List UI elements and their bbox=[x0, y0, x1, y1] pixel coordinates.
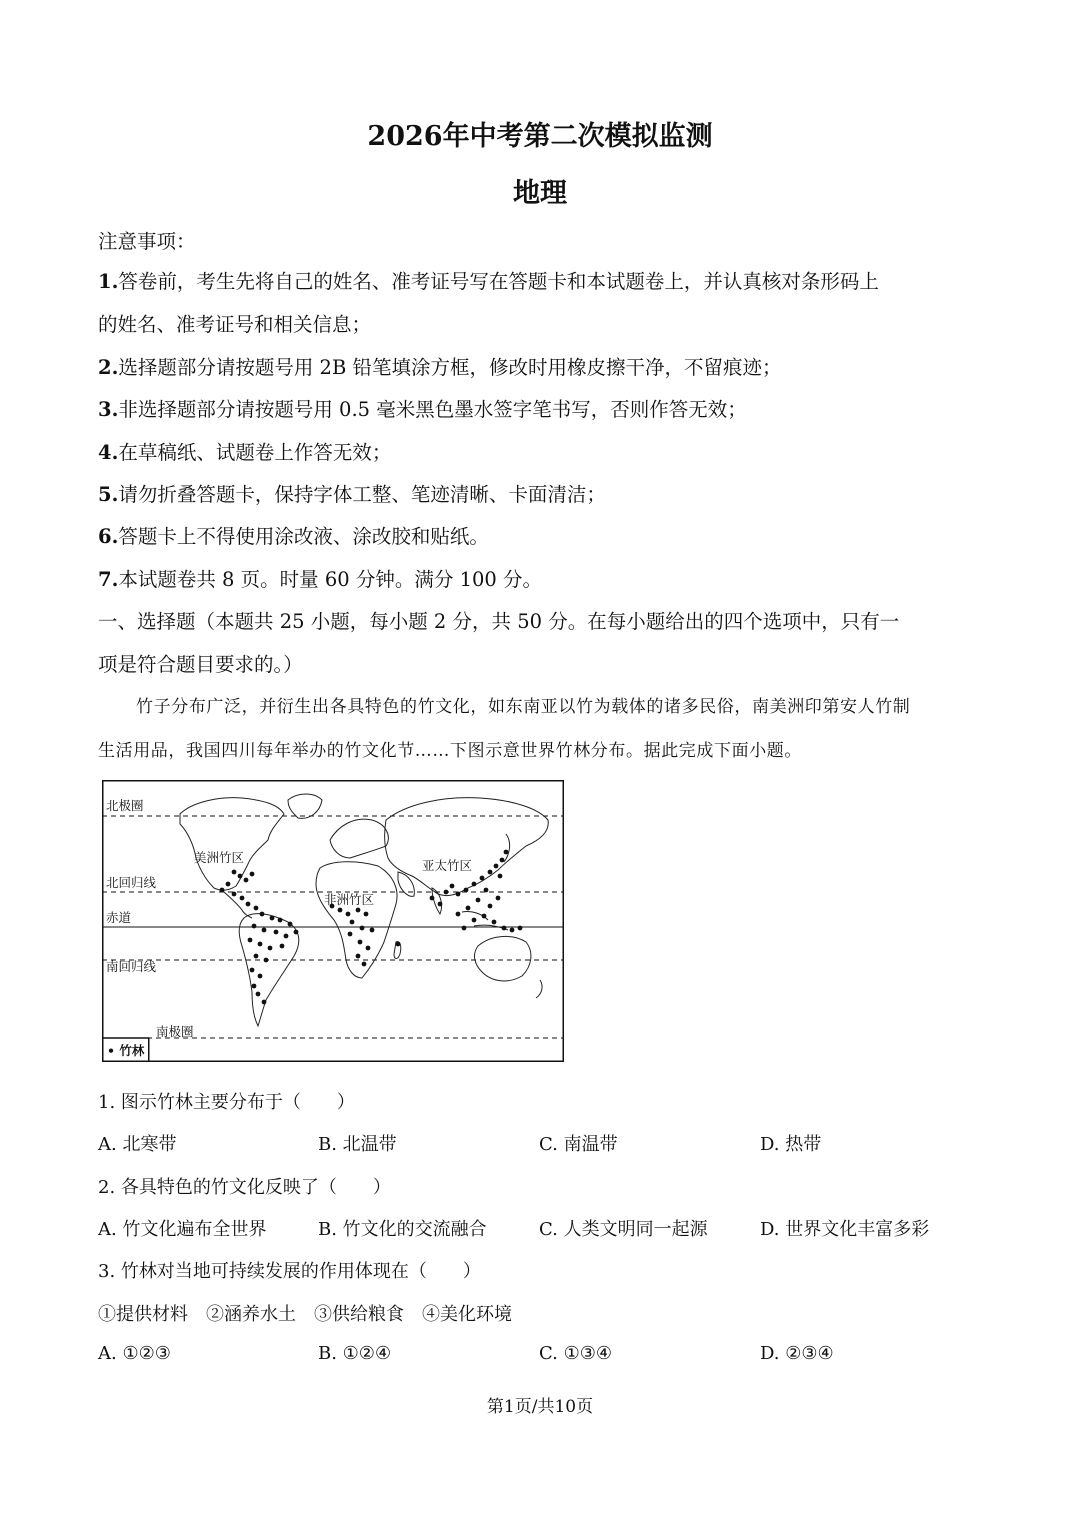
bamboo-dot bbox=[258, 942, 263, 947]
bamboo-dot bbox=[350, 920, 355, 925]
bamboo-dot bbox=[346, 912, 351, 917]
bamboo-dot bbox=[338, 908, 343, 913]
notice-item-7 bbox=[98, 564, 542, 592]
bamboo-dot bbox=[254, 906, 259, 911]
bamboo-dot bbox=[254, 954, 259, 959]
notice-item-1-cont: 的姓名、准考证号和相关信息； bbox=[98, 313, 372, 336]
bamboo-dot bbox=[476, 898, 481, 903]
bamboo-dot bbox=[362, 962, 367, 967]
bamboo-dot bbox=[364, 912, 369, 917]
notice-text: 在草稿纸、试题卷上作答无效； bbox=[118, 441, 392, 464]
passage-line-1: 竹子分布广泛，并衍生出各具特色的竹文化，如东南亚以竹为载体的诸多民俗，南美洲印第安人竹制 bbox=[136, 697, 911, 717]
bamboo-dot bbox=[500, 858, 505, 863]
bamboo-dot bbox=[284, 934, 289, 939]
bamboo-dot bbox=[232, 892, 237, 897]
bamboo-dot bbox=[288, 922, 293, 927]
label-africa-region: 非洲竹区 bbox=[324, 892, 375, 907]
notice-num: 2. bbox=[98, 356, 119, 379]
bamboo-dot bbox=[244, 878, 249, 883]
label-tropic-south: 南回归线 bbox=[106, 959, 157, 974]
notice-num: 7. bbox=[98, 568, 119, 591]
bamboo-dot bbox=[294, 930, 299, 935]
label-america-region: 美洲竹区 bbox=[194, 850, 245, 865]
bamboo-dot bbox=[270, 916, 275, 921]
question-1-stem: 1. 图示竹林主要分布于（ ） bbox=[98, 1092, 355, 1113]
notice-item-5 bbox=[98, 479, 606, 507]
bamboo-dot bbox=[482, 914, 487, 919]
bamboo-dot bbox=[488, 904, 493, 909]
bamboo-dot bbox=[260, 912, 265, 917]
subject-title: 地理 bbox=[513, 178, 567, 209]
bamboo-dot bbox=[496, 896, 501, 901]
passage-line-2: 生活用品，我国四川每年举办的竹文化节……下图示意世界竹林分布。据此完成下面小题。 bbox=[98, 741, 802, 761]
question-3-option-d[interactable]: D. ②③④ bbox=[760, 1343, 834, 1364]
bamboo-dot bbox=[456, 892, 461, 897]
bamboo-dot bbox=[264, 958, 269, 963]
notice-text: 请勿折叠答题卡，保持字体工整、笔迹清晰、卡面清洁； bbox=[118, 483, 606, 506]
question-3-stem: 3. 竹林对当地可持续发展的作用体现在（ ） bbox=[98, 1261, 481, 1282]
bamboo-dot bbox=[250, 872, 255, 877]
notice-text: 答题卡上不得使用涂改液、涂改胶和贴纸。 bbox=[118, 525, 489, 548]
bamboo-dot bbox=[256, 992, 261, 997]
bamboo-dot bbox=[472, 918, 477, 923]
bamboo-dot bbox=[262, 1000, 267, 1005]
page-footer: 第1页/共10页 bbox=[486, 1397, 594, 1417]
bamboo-dot bbox=[268, 946, 273, 951]
bamboo-dot bbox=[504, 850, 509, 855]
bamboo-dot bbox=[252, 984, 257, 989]
bamboo-dot bbox=[456, 912, 461, 917]
bamboo-dot bbox=[494, 864, 499, 869]
question-1-option-c[interactable]: C. 南温带 bbox=[539, 1134, 618, 1155]
bamboo-dot bbox=[438, 902, 443, 907]
question-1-option-b[interactable]: B. 北温带 bbox=[318, 1134, 397, 1155]
bamboo-dot bbox=[480, 876, 485, 881]
bamboo-dot bbox=[258, 974, 263, 979]
bamboo-dot bbox=[356, 954, 361, 959]
notice-item-6 bbox=[98, 521, 489, 549]
bamboo-dot bbox=[492, 920, 497, 925]
bamboo-dot bbox=[248, 938, 253, 943]
bamboo-dot bbox=[240, 896, 245, 901]
question-3-option-b[interactable]: B. ①②④ bbox=[318, 1343, 392, 1364]
notice-num: 4. bbox=[98, 441, 119, 464]
bamboo-dot bbox=[444, 890, 449, 895]
bamboo-dot bbox=[252, 924, 257, 929]
bamboo-dot bbox=[462, 926, 467, 931]
bamboo-dot bbox=[502, 926, 507, 931]
exam-title: 2026年中考第二次模拟监测 bbox=[367, 121, 713, 152]
notice-num: 1. bbox=[98, 270, 119, 293]
notice-text: 非选择题部分请按题号用 0.5 毫米黑色墨水签字笔书写，否则作答无效； bbox=[118, 398, 747, 421]
bamboo-dot bbox=[348, 932, 353, 937]
notice-num: 5. bbox=[98, 483, 119, 506]
question-2-stem: 2. 各具特色的竹文化反映了（ ） bbox=[98, 1177, 391, 1198]
bamboo-dot bbox=[518, 926, 523, 931]
bamboo-dot bbox=[472, 882, 477, 887]
question-3-option-c[interactable]: C. ①③④ bbox=[539, 1343, 612, 1364]
bamboo-dot bbox=[498, 874, 503, 879]
label-arctic-circle: 北极圈 bbox=[106, 798, 144, 813]
bamboo-dot bbox=[366, 946, 371, 951]
question-3-option-a[interactable]: A. ①②③ bbox=[98, 1343, 171, 1364]
bamboo-dot bbox=[484, 888, 489, 893]
question-2-option-a[interactable]: A. 竹文化遍布全世界 bbox=[98, 1219, 267, 1240]
question-1-option-d[interactable]: D. 热带 bbox=[760, 1134, 822, 1155]
notice-item-1 bbox=[98, 266, 879, 294]
bamboo-dot bbox=[360, 926, 365, 931]
section-heading-cont: 项是符合题目要求的。） bbox=[98, 653, 303, 676]
notice-text: 选择题部分请按题号用 2B 铅笔填涂方框，修改时用橡皮擦干净，不留痕迹； bbox=[118, 356, 782, 379]
bamboo-dot bbox=[274, 930, 279, 935]
bamboo-dot bbox=[396, 942, 401, 947]
bamboo-dot bbox=[450, 884, 455, 889]
bamboo-dot bbox=[226, 882, 231, 887]
bamboo-dot bbox=[280, 944, 285, 949]
question-2-option-c[interactable]: C. 人类文明同一起源 bbox=[539, 1219, 708, 1240]
bamboo-dot bbox=[232, 870, 237, 875]
notice-text: 答卷前，考生先将自己的姓名、准考证号写在答题卡和本试题卷上，并认真核对条形码上 bbox=[118, 270, 879, 293]
notice-num: 6. bbox=[98, 525, 119, 548]
notice-heading: 注意事项： bbox=[98, 230, 196, 253]
section-heading: 一、选择题（本题共 25 小题，每小题 2 分，共 50 分。在每小题给出的四个选项中，只有一 bbox=[98, 610, 900, 633]
bamboo-dot bbox=[220, 888, 225, 893]
label-tropic-north: 北回归线 bbox=[106, 875, 157, 890]
bamboo-dot bbox=[356, 908, 361, 913]
bamboo-dot bbox=[262, 928, 267, 933]
bamboo-dot bbox=[246, 902, 251, 907]
bamboo-dot bbox=[370, 928, 375, 933]
notice-item-4 bbox=[98, 437, 391, 465]
bamboo-dot bbox=[488, 870, 493, 875]
label-equator: 赤道 bbox=[106, 910, 132, 925]
notice-item-3 bbox=[98, 394, 747, 422]
notice-num: 3. bbox=[98, 398, 119, 421]
question-1-option-a[interactable]: A. 北寒带 bbox=[98, 1134, 177, 1155]
legend-text: • 竹林 bbox=[107, 1043, 145, 1058]
bamboo-dot bbox=[466, 906, 471, 911]
bamboo-dot bbox=[430, 896, 435, 901]
question-2-option-d[interactable]: D. 世界文化丰富多彩 bbox=[760, 1219, 930, 1240]
question-3-choices: ①提供材料 ②涵养水土 ③供给粮食 ④美化环境 bbox=[98, 1304, 512, 1325]
bamboo-dot bbox=[238, 874, 243, 879]
notice-text: 本试题卷共 8 页。时量 60 分钟。满分 100 分。 bbox=[118, 568, 542, 591]
bamboo-dot bbox=[250, 968, 255, 973]
label-asia-pacific-region: 亚太竹区 bbox=[422, 858, 473, 873]
bamboo-dot bbox=[510, 928, 515, 933]
bamboo-dot bbox=[464, 888, 469, 893]
bamboo-dot bbox=[278, 918, 283, 923]
question-2-option-b[interactable]: B. 竹文化的交流融合 bbox=[318, 1219, 487, 1240]
world-bamboo-map bbox=[102, 780, 564, 1062]
notice-item-2 bbox=[98, 352, 782, 380]
label-antarctic-circle: 南极圈 bbox=[156, 1024, 194, 1039]
bamboo-dot bbox=[358, 940, 363, 945]
